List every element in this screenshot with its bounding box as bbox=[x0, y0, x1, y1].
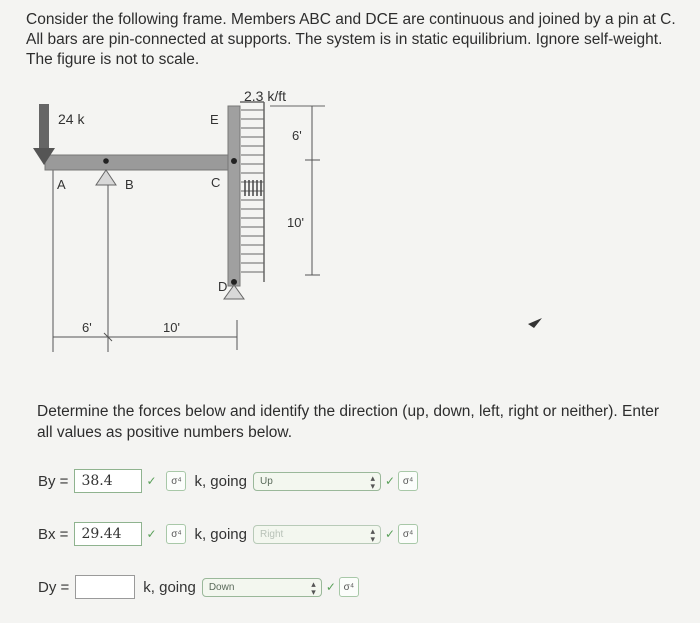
dim-label-10-horizontal: 10' bbox=[163, 320, 180, 335]
bx-label: Bx = bbox=[38, 525, 69, 543]
by-direction-select[interactable] bbox=[253, 472, 381, 491]
select-arrows-icon: ▴ ▾ bbox=[370, 525, 375, 544]
select-arrows-icon: ▴ ▾ bbox=[370, 472, 375, 491]
instructions-line-1: Determine the forces below and identify the direction (up, down, left, right or neither). Enter bbox=[37, 403, 660, 420]
by-label: By = bbox=[38, 472, 69, 490]
instructions bbox=[37, 401, 687, 443]
pin-c bbox=[231, 158, 237, 164]
dim-label-6-horizontal: 6' bbox=[82, 320, 92, 335]
dy-label: Dy = bbox=[38, 578, 70, 596]
pin-b bbox=[103, 158, 109, 164]
dy-direction-correct-icon: ✓ bbox=[325, 580, 336, 594]
dim-label-10-vertical: 10' bbox=[287, 215, 304, 230]
dim-label-6-vertical: 6' bbox=[292, 128, 302, 143]
mouse-cursor-icon bbox=[528, 318, 542, 328]
bx-direction-value: Right bbox=[259, 528, 284, 540]
by-direction-value: Up bbox=[259, 475, 273, 487]
by-unit-text: k, going bbox=[194, 472, 247, 490]
dy-unit-text: k, going bbox=[143, 578, 196, 596]
answer-row-dy bbox=[38, 572, 359, 602]
member-dce bbox=[228, 106, 240, 286]
distributed-load-label: 2.3 k/ft bbox=[244, 88, 287, 104]
dy-input[interactable] bbox=[75, 575, 135, 599]
member-abc bbox=[45, 155, 234, 170]
bx-direction-select[interactable] bbox=[253, 525, 381, 544]
answer-row-bx bbox=[38, 519, 418, 549]
bx-input[interactable]: 29.44 bbox=[74, 522, 142, 546]
by-direction-sig-button[interactable]: σ⁴ bbox=[398, 471, 418, 491]
instructions-line-2: all values as positive numbers below. bbox=[37, 424, 293, 441]
bx-sig-fig-button[interactable]: σ⁴ bbox=[166, 524, 186, 544]
dy-direction-sig-button[interactable]: σ⁴ bbox=[339, 577, 359, 597]
pin-d bbox=[231, 279, 237, 285]
dy-direction-select[interactable] bbox=[202, 578, 322, 597]
problem-line-1: Consider the following frame. Members ABC and DCE are continuous and joined by a pin at C. bbox=[26, 11, 676, 28]
by-input[interactable]: 38.4 bbox=[74, 469, 142, 493]
label-b: B bbox=[125, 177, 134, 192]
label-a: A bbox=[57, 177, 66, 192]
bx-direction-sig-button[interactable]: σ⁴ bbox=[398, 524, 418, 544]
dy-direction-value: Down bbox=[208, 581, 235, 593]
bx-direction-correct-icon: ✓ bbox=[384, 527, 396, 541]
select-arrows-icon: ▴ ▾ bbox=[311, 578, 316, 597]
point-load-label: 24 k bbox=[58, 111, 85, 127]
label-c: C bbox=[211, 175, 221, 190]
label-d: D bbox=[218, 279, 228, 294]
label-e: E bbox=[210, 112, 219, 127]
point-load-shaft bbox=[39, 104, 49, 149]
bx-correct-icon: ✓ bbox=[146, 527, 157, 541]
by-correct-icon: ✓ bbox=[146, 474, 157, 488]
problem-line-2: All bars are pin-connected at supports. The system is in static equilibrium. Ignore self-weight. bbox=[26, 31, 663, 48]
bx-unit-text: k, going bbox=[194, 525, 247, 543]
problem-line-3: The figure is not to scale. bbox=[26, 51, 200, 68]
answer-row-by bbox=[38, 466, 418, 496]
by-direction-correct-icon: ✓ bbox=[384, 474, 396, 488]
support-b bbox=[96, 170, 116, 185]
by-sig-fig-button[interactable]: σ⁴ bbox=[166, 471, 186, 491]
